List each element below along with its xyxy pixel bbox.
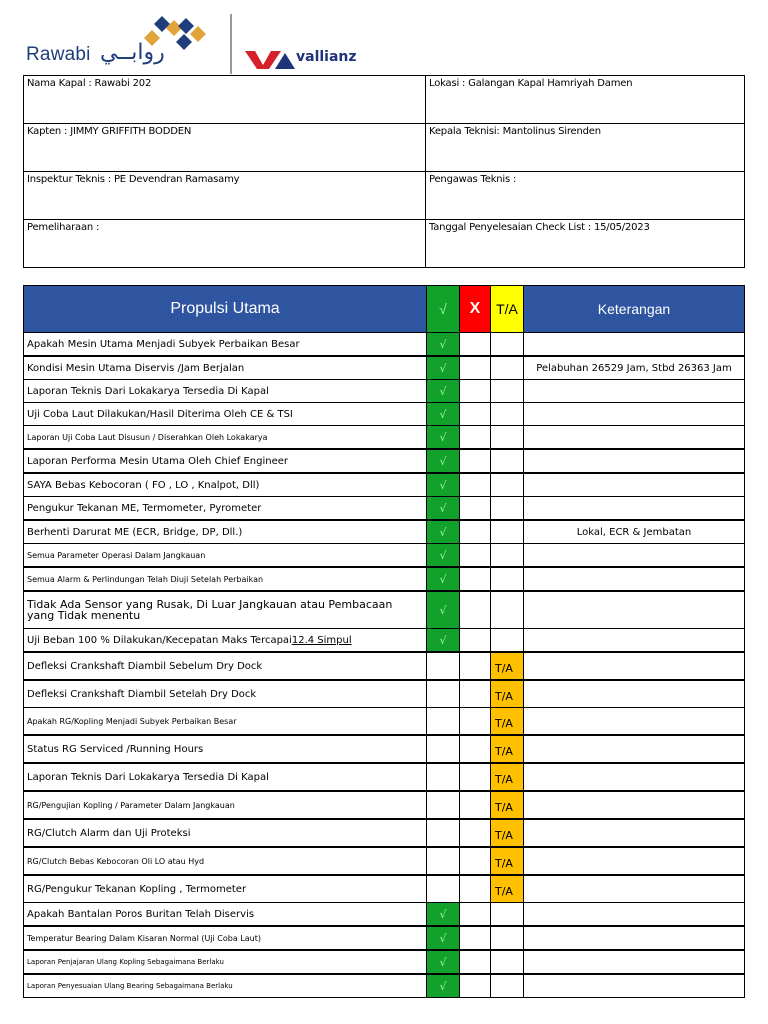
checklist-item-label	[24, 333, 427, 357]
status-x-cell	[460, 708, 491, 736]
status-x-cell	[460, 567, 491, 591]
checklist-item-label	[24, 629, 427, 653]
vallianz-logo-mark-icon	[245, 47, 295, 69]
status-x-cell	[460, 333, 491, 357]
checklist-row	[24, 544, 745, 568]
checklist-item-text: RG/Pengujian Kopling / Parameter Dalam Jangkauan	[27, 800, 235, 810]
status-x-cell	[460, 473, 491, 497]
status-ok-cell: √	[427, 567, 460, 591]
info-row	[24, 76, 745, 124]
status-ta-cell	[491, 591, 524, 629]
checklist-item-label	[24, 819, 427, 847]
remarks-cell	[524, 708, 745, 736]
document-header	[0, 0, 768, 76]
status-ta-cell: T/A	[491, 875, 524, 903]
status-ta-cell	[491, 629, 524, 653]
remarks-cell	[524, 950, 745, 974]
checklist-item-text: Temperatur Bearing Dalam Kisaran Normal (Uji Coba Laut)	[27, 933, 261, 943]
checklist-item-label	[24, 708, 427, 736]
checklist-item-label	[24, 544, 427, 568]
checklist-row	[24, 380, 745, 403]
remarks-cell	[524, 903, 745, 927]
status-ok-cell: √	[427, 591, 460, 629]
checklist-item-label	[24, 950, 427, 974]
info-row	[24, 220, 745, 268]
status-ok-cell	[427, 847, 460, 875]
checklist-item-label	[24, 680, 427, 708]
checklist-item-text: Apakah Mesin Utama Menjadi Subyek Perbaikan Besar	[27, 338, 300, 350]
remarks-cell	[524, 680, 745, 708]
status-ok-cell: √	[427, 497, 460, 521]
checklist-row	[24, 356, 745, 380]
checklist-item-label	[24, 847, 427, 875]
checklist-row	[24, 974, 745, 998]
status-ok-cell: √	[427, 520, 460, 544]
checklist-item-label	[24, 426, 427, 450]
status-x-cell	[460, 950, 491, 974]
remarks-cell	[524, 333, 745, 357]
status-ta-cell: T/A	[491, 735, 524, 763]
status-x-cell	[460, 763, 491, 791]
info-row	[24, 172, 745, 220]
checklist-item-label	[24, 903, 427, 927]
status-ta-cell	[491, 497, 524, 521]
status-x-cell	[460, 903, 491, 927]
status-ok-cell: √	[427, 473, 460, 497]
status-ta-cell	[491, 903, 524, 927]
status-ta-cell: T/A	[491, 763, 524, 791]
checklist-row	[24, 708, 745, 736]
status-ta-cell: T/A	[491, 791, 524, 819]
remarks-cell	[524, 497, 745, 521]
remarks-cell	[524, 735, 745, 763]
checklist-item-label	[24, 926, 427, 950]
status-ta-cell: T/A	[491, 652, 524, 680]
section-title: Propulsi Utama	[24, 286, 427, 333]
status-x-cell	[460, 520, 491, 544]
info-field-right: Pengawas Teknis :	[426, 172, 745, 220]
rawabi-logo-text: Rawabi	[26, 44, 91, 65]
status-ok-cell: √	[427, 380, 460, 403]
status-ok-cell: √	[427, 426, 460, 450]
status-x-cell	[460, 403, 491, 426]
status-ta-cell	[491, 403, 524, 426]
checklist-item-text: Laporan Teknis Dari Lokakarya Tersedia Di Kapal	[27, 385, 269, 397]
status-ok-cell: √	[427, 974, 460, 998]
remarks-cell	[524, 791, 745, 819]
remarks-cell	[524, 763, 745, 791]
status-ok-cell	[427, 708, 460, 736]
checklist-row	[24, 791, 745, 819]
checklist-item-label	[24, 449, 427, 473]
checklist-table	[23, 285, 745, 998]
remarks-cell	[524, 629, 745, 653]
column-ok-header: √	[427, 286, 460, 333]
status-ok-cell: √	[427, 629, 460, 653]
checklist-header-row	[24, 286, 745, 333]
status-ok-cell	[427, 680, 460, 708]
status-x-cell	[460, 652, 491, 680]
info-field-left: Nama Kapal : Rawabi 202	[24, 76, 426, 124]
checklist-item-text: RG/Clutch Bebas Kebocoran Oli LO atau Hyd	[27, 856, 205, 866]
status-ta-cell	[491, 567, 524, 591]
remarks-cell	[524, 652, 745, 680]
status-ta-cell: T/A	[491, 819, 524, 847]
status-x-cell	[460, 819, 491, 847]
remarks-cell	[524, 426, 745, 450]
remarks-cell	[524, 926, 745, 950]
checklist-item-text: Laporan Performa Mesin Utama Oleh Chief Engineer	[27, 455, 288, 467]
checklist-row	[24, 763, 745, 791]
checklist-item-label	[24, 380, 427, 403]
status-x-cell	[460, 591, 491, 629]
remarks-cell: Lokal, ECR & Jembatan	[524, 520, 745, 544]
status-x-cell	[460, 544, 491, 568]
checklist-row	[24, 333, 745, 357]
checklist-item-text: Uji Beban 100 % Dilakukan/Kecepatan Maks Tercapai	[27, 634, 292, 646]
info-row	[24, 124, 745, 172]
status-ta-cell	[491, 974, 524, 998]
info-field-right: Tanggal Penyelesaian Check List : 15/05/2023	[426, 220, 745, 268]
status-x-cell	[460, 926, 491, 950]
logo-divider	[230, 14, 232, 74]
status-ok-cell	[427, 875, 460, 903]
status-ok-cell: √	[427, 544, 460, 568]
checklist-item-text: Kondisi Mesin Utama Diservis /Jam Berjalan	[27, 362, 245, 374]
remarks-cell	[524, 403, 745, 426]
checklist-item-text: Semua Alarm & Perlindungan Telah Diuji Setelah Perbaikan	[27, 574, 264, 584]
status-ta-cell	[491, 473, 524, 497]
status-ok-cell	[427, 652, 460, 680]
checklist-item-label	[24, 974, 427, 998]
status-ok-cell: √	[427, 356, 460, 380]
status-ta-cell	[491, 926, 524, 950]
vallianz-logo-text: vallianz	[296, 49, 357, 65]
checklist-item-text: Apakah Bantalan Poros Buritan Telah Diservis	[27, 908, 255, 920]
status-x-cell	[460, 380, 491, 403]
checklist-row	[24, 403, 745, 426]
info-field-right: Lokasi : Galangan Kapal Hamriyah Damen	[426, 76, 745, 124]
checklist-item-text: Berhenti Darurat ME (ECR, Bridge, DP, Dll.)	[27, 526, 243, 538]
checklist-row	[24, 449, 745, 473]
checklist-row	[24, 903, 745, 927]
column-x-header: X	[460, 286, 491, 333]
status-ta-cell	[491, 950, 524, 974]
status-x-cell	[460, 680, 491, 708]
checklist-row	[24, 875, 745, 903]
checklist-row	[24, 847, 745, 875]
status-ok-cell: √	[427, 333, 460, 357]
checklist-item-text: SAYA Bebas Kebocoran ( FO , LO , Knalpot, Dll)	[27, 479, 260, 491]
checklist-item-label	[24, 652, 427, 680]
status-ok-cell: √	[427, 903, 460, 927]
checklist-item-label	[24, 403, 427, 426]
checklist-item-text: RG/Pengukur Tekanan Kopling , Termometer	[27, 883, 247, 895]
status-ok-cell: √	[427, 449, 460, 473]
status-ta-cell	[491, 449, 524, 473]
checklist-item-text: Semua Parameter Operasi Dalam Jangkauan	[27, 550, 206, 560]
status-ok-cell: √	[427, 926, 460, 950]
checklist-row	[24, 520, 745, 544]
checklist-item-text: Defleksi Crankshaft Diambil Setelah Dry Dock	[27, 688, 257, 700]
status-ok-cell	[427, 819, 460, 847]
status-ta-cell	[491, 356, 524, 380]
status-x-cell	[460, 356, 491, 380]
checklist-item-text: Status RG Serviced /Running Hours	[27, 743, 204, 755]
column-remarks-header: Keterangan	[524, 286, 745, 333]
remarks-cell	[524, 847, 745, 875]
remarks-cell: Pelabuhan 26529 Jam, Stbd 26363 Jam	[524, 356, 745, 380]
status-x-cell	[460, 791, 491, 819]
status-ta-cell	[491, 426, 524, 450]
checklist-row	[24, 426, 745, 450]
checklist-item-text: Uji Coba Laut Dilakukan/Hasil Diterima Oleh CE & TSI	[27, 408, 293, 420]
checklist-item-label	[24, 735, 427, 763]
vessel-info-table	[23, 75, 745, 268]
checklist-row	[24, 629, 745, 653]
checklist-item-text: Laporan Teknis Dari Lokakarya Tersedia Di Kapal	[27, 771, 269, 783]
remarks-cell	[524, 567, 745, 591]
status-x-cell	[460, 497, 491, 521]
status-ok-cell	[427, 735, 460, 763]
checklist-row	[24, 591, 745, 629]
status-ok-cell	[427, 763, 460, 791]
info-field-left: Inspektur Teknis : PE Devendran Ramasamy	[24, 172, 426, 220]
checklist-item-label	[24, 520, 427, 544]
checklist-item-label	[24, 591, 427, 629]
status-ok-cell: √	[427, 950, 460, 974]
status-ta-cell: T/A	[491, 680, 524, 708]
checklist-row	[24, 950, 745, 974]
checklist-item-label	[24, 875, 427, 903]
status-x-cell	[460, 875, 491, 903]
remarks-cell	[524, 875, 745, 903]
status-x-cell	[460, 735, 491, 763]
checklist-item-label	[24, 567, 427, 591]
checklist-row	[24, 735, 745, 763]
status-ta-cell	[491, 544, 524, 568]
checklist-item-text: Defleksi Crankshaft Diambil Sebelum Dry Dock	[27, 660, 263, 672]
checklist-item-text: Laporan Penjajaran Ulang Kopling Sebagaimana Berlaku	[27, 957, 224, 966]
checklist-row	[24, 473, 745, 497]
checklist-row	[24, 652, 745, 680]
status-ta-cell	[491, 380, 524, 403]
checklist-item-text: Apakah RG/Kopling Menjadi Subyek Perbaikan Besar	[27, 716, 237, 726]
status-x-cell	[460, 974, 491, 998]
checklist-item-label	[24, 791, 427, 819]
status-ta-cell	[491, 333, 524, 357]
status-x-cell	[460, 449, 491, 473]
checklist-item-label	[24, 473, 427, 497]
checklist-item-label	[24, 497, 427, 521]
remarks-cell	[524, 473, 745, 497]
column-ta-header: T/A	[491, 286, 524, 333]
status-x-cell	[460, 847, 491, 875]
status-ta-cell: T/A	[491, 708, 524, 736]
checklist-row	[24, 926, 745, 950]
remarks-cell	[524, 591, 745, 629]
status-x-cell	[460, 629, 491, 653]
checklist-item-label	[24, 763, 427, 791]
checklist-row	[24, 819, 745, 847]
status-ok-cell	[427, 791, 460, 819]
remarks-cell	[524, 380, 745, 403]
checklist-row	[24, 497, 745, 521]
rawabi-logo-arabic-text: روابــي	[100, 40, 165, 65]
checklist-row	[24, 680, 745, 708]
info-field-right: Kepala Teknisi: Mantolinus Sirenden	[426, 124, 745, 172]
remarks-cell	[524, 544, 745, 568]
info-field-left: Pemeliharaan :	[24, 220, 426, 268]
checklist-item-text: RG/Clutch Alarm dan Uji Proteksi	[27, 827, 191, 839]
status-ok-cell: √	[427, 403, 460, 426]
status-x-cell	[460, 426, 491, 450]
remarks-cell	[524, 449, 745, 473]
checklist-item-text: Tidak Ada Sensor yang Rusak, Di Luar Jangkauan atau Pembacaan yang Tidak menentu	[27, 598, 393, 622]
checklist-item-text: Laporan Uji Coba Laut Disusun / Diserahkan Oleh Lokakarya	[27, 432, 268, 442]
status-ta-cell	[491, 520, 524, 544]
checklist-row	[24, 567, 745, 591]
checklist-item-text: Laporan Penyesuaian Ulang Bearing Sebagaimana Berlaku	[27, 981, 233, 990]
remarks-cell	[524, 974, 745, 998]
remarks-cell	[524, 819, 745, 847]
status-ta-cell: T/A	[491, 847, 524, 875]
checklist-item-underlined-value: 12.4 Simpul	[291, 634, 352, 646]
checklist-item-label	[24, 356, 427, 380]
info-field-left: Kapten : JIMMY GRIFFITH BODDEN	[24, 124, 426, 172]
checklist-item-text: Pengukur Tekanan ME, Termometer, Pyrometer	[27, 502, 262, 514]
